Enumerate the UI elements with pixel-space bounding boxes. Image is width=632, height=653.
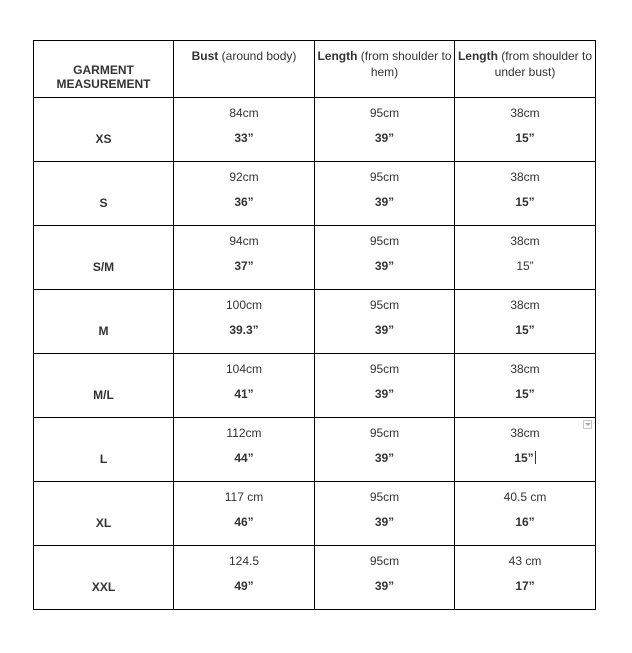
- measurement-inches: 15”: [515, 387, 535, 401]
- measurement-cm: 38cm: [510, 234, 540, 248]
- measurement-inches: 15”: [515, 131, 535, 145]
- table-row: [34, 482, 596, 546]
- header-bust: [174, 41, 315, 98]
- header-garment-measurement: GARMENT MEASUREMENT: [34, 41, 174, 98]
- measurement-cm: 95cm: [369, 362, 400, 376]
- measurement-cell[interactable]: [315, 98, 455, 162]
- measurement-cell[interactable]: [174, 546, 315, 610]
- measurement-cm: 38cm: [510, 106, 540, 120]
- header-length-under-bust-rest: (from shoulder to under bust): [494, 49, 593, 79]
- measurement-cm: 95cm: [369, 426, 400, 440]
- measurement-cell[interactable]: [315, 546, 455, 610]
- measurement-inches: 39.3”: [229, 323, 259, 337]
- measurement-cm: 100cm: [225, 298, 263, 312]
- measurement-inches: 15”: [515, 195, 535, 209]
- size-label: L: [34, 418, 174, 482]
- measurement-inches: 39”: [374, 195, 395, 209]
- measurement-cell[interactable]: [455, 418, 596, 482]
- measurement-inches: 16”: [515, 515, 535, 529]
- measurement-inches: 46”: [234, 515, 254, 529]
- table-row: [34, 546, 596, 610]
- measurement-cm: 104cm: [225, 362, 263, 376]
- size-label: S: [34, 162, 174, 226]
- measurement-cm: 95cm: [369, 106, 400, 120]
- measurement-cell[interactable]: [455, 98, 596, 162]
- header-length-under-bust: [455, 41, 596, 98]
- measurement-inches: 15”: [514, 451, 534, 465]
- measurement-cm: 38cm: [510, 426, 540, 440]
- measurement-inches: 39”: [374, 515, 395, 529]
- table-row: [34, 162, 596, 226]
- header-length-hem: [315, 41, 455, 98]
- header-length-hem-rest: (from shoulder to hem): [357, 49, 452, 79]
- text-cursor: [535, 451, 536, 464]
- table-row: [34, 290, 596, 354]
- measurement-cell[interactable]: [315, 226, 455, 290]
- table-row: [34, 418, 596, 482]
- measurement-cell[interactable]: [174, 482, 315, 546]
- measurement-cm: 38cm: [510, 170, 540, 184]
- measurement-cell[interactable]: [455, 482, 596, 546]
- measurement-inches: 39”: [374, 131, 395, 145]
- size-label: XL: [34, 482, 174, 546]
- measurement-cm: 124.5: [228, 554, 260, 568]
- measurement-cm: 95cm: [369, 554, 400, 568]
- measurement-inches: 44”: [234, 451, 254, 465]
- measurement-inches: 36”: [234, 195, 254, 209]
- measurement-cell[interactable]: [455, 290, 596, 354]
- measurement-cell[interactable]: [455, 162, 596, 226]
- measurement-cell[interactable]: [174, 226, 315, 290]
- measurement-cell[interactable]: [455, 354, 596, 418]
- measurement-inches: 15”: [516, 259, 534, 273]
- measurement-cell[interactable]: [315, 418, 455, 482]
- measurement-cell[interactable]: [315, 482, 455, 546]
- measurement-cm: 40.5 cm: [503, 490, 547, 504]
- measurement-cm: 38cm: [510, 362, 540, 376]
- header-bust-bold: Bust: [191, 49, 219, 63]
- measurement-cell[interactable]: [315, 290, 455, 354]
- measurement-cm: 92cm: [229, 170, 259, 184]
- measurement-inches: 49”: [234, 579, 254, 593]
- measurement-cm: 43 cm: [508, 554, 542, 568]
- measurement-cell[interactable]: [315, 354, 455, 418]
- measurement-cm: 95cm: [369, 234, 400, 248]
- measurement-cell[interactable]: [174, 418, 315, 482]
- measurement-inches: 39”: [374, 323, 395, 337]
- size-label: M/L: [34, 354, 174, 418]
- measurement-inches: 15”: [515, 323, 535, 337]
- measurement-cm: 84cm: [229, 106, 259, 120]
- measurement-inches: 33”: [234, 131, 254, 145]
- measurement-cell[interactable]: [174, 354, 315, 418]
- measurement-cell[interactable]: [315, 162, 455, 226]
- measurement-cm: 117 cm: [224, 490, 264, 504]
- measurement-cell[interactable]: [455, 546, 596, 610]
- measurement-cell[interactable]: [174, 290, 315, 354]
- measurement-cell[interactable]: [174, 98, 315, 162]
- measurement-cell[interactable]: [174, 162, 315, 226]
- header-row: [34, 41, 596, 98]
- measurement-inches: 39”: [374, 259, 395, 273]
- measurement-cm: 95cm: [369, 298, 400, 312]
- measurement-inches: 37”: [234, 259, 254, 273]
- header-length-under-bust-bold: Length: [457, 49, 498, 63]
- measurement-inches: 39”: [374, 451, 395, 465]
- header-bust-rest: (around body): [218, 49, 297, 63]
- measurement-cm: 112cm: [226, 426, 262, 440]
- measurement-inches: 41”: [234, 387, 254, 401]
- measurement-inches: 39”: [374, 387, 395, 401]
- measurement-inches: 17”: [515, 579, 535, 593]
- table-row: [34, 226, 596, 290]
- size-label: S/M: [34, 226, 174, 290]
- measurement-cm: 38cm: [510, 298, 540, 312]
- size-chart-table: [33, 40, 596, 610]
- size-label: XS: [34, 98, 174, 162]
- dropdown-corner-icon[interactable]: [583, 420, 592, 429]
- measurement-cm: 95cm: [369, 490, 400, 504]
- measurement-cell[interactable]: [455, 226, 596, 290]
- measurement-cm: 94cm: [229, 234, 259, 248]
- header-length-hem-bold: Length: [317, 49, 358, 63]
- measurement-inches: 39”: [374, 579, 395, 593]
- size-label: M: [34, 290, 174, 354]
- measurement-cm: 95cm: [369, 170, 400, 184]
- table-row: [34, 354, 596, 418]
- table-row: [34, 98, 596, 162]
- size-label: XXL: [34, 546, 174, 610]
